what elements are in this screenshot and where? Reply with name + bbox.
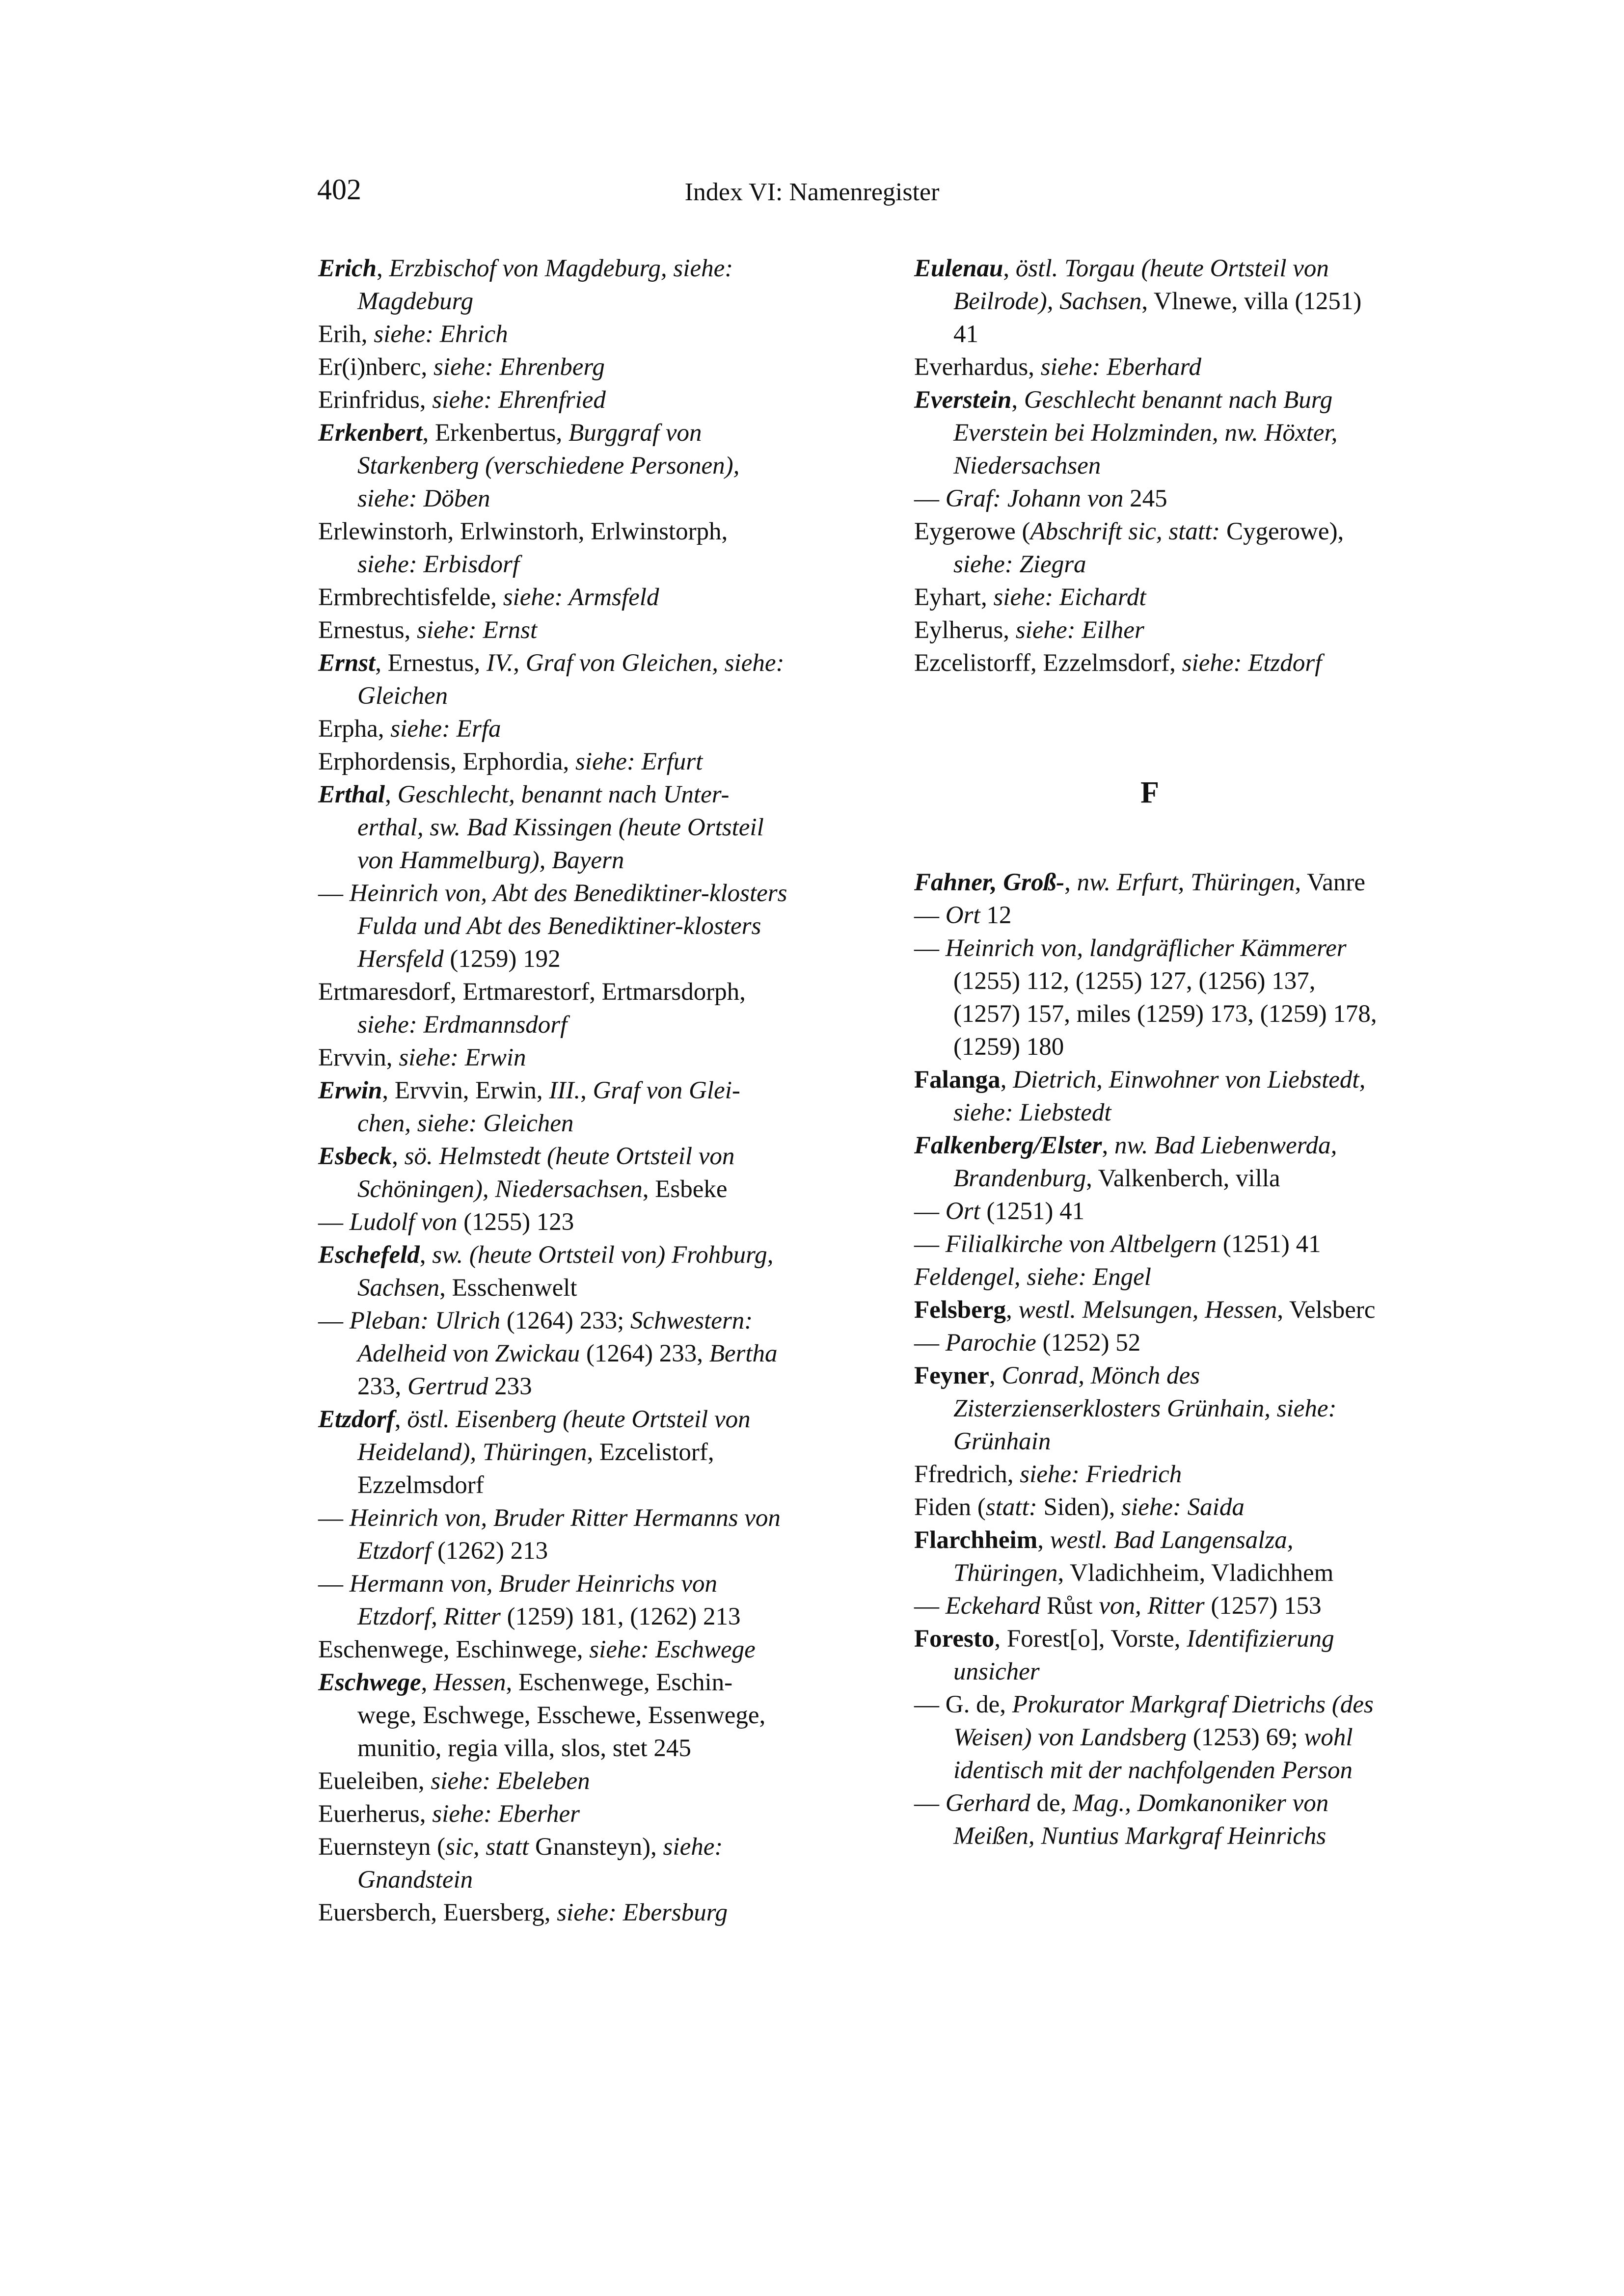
index-entry-text: Foresto xyxy=(914,1625,995,1653)
index-entry-text: siehe: Eilher xyxy=(1015,616,1144,644)
index-entry-text: — xyxy=(318,1570,350,1598)
index-entry xyxy=(914,1524,1385,1590)
index-entry xyxy=(914,1458,1385,1491)
index-entry-text: Erinfridus, xyxy=(318,386,433,414)
index-entry xyxy=(914,932,1385,1064)
index-entry-text: Eschwege xyxy=(318,1669,421,1696)
index-entry-text: , Velsberc xyxy=(1277,1296,1376,1324)
index-entry-text: Eschefeld xyxy=(318,1241,420,1269)
index-entry xyxy=(318,1765,789,1798)
index-entry xyxy=(318,1896,789,1929)
index-entry-text: — xyxy=(914,1789,946,1817)
index-entry-text: Cygerowe), xyxy=(1220,518,1344,545)
index-entry xyxy=(914,1590,1385,1623)
index-entry-text: Siden), xyxy=(1037,1494,1122,1521)
index-entry xyxy=(914,581,1385,614)
index-entry-text: Abschrift sic, statt: xyxy=(1030,518,1220,545)
index-entry-text: Graf von Glei-chen, siehe: Gleichen xyxy=(357,1077,740,1137)
index-entry-text: Bertha xyxy=(709,1340,778,1367)
index-entry-text: Erphordensis, Erphordia, xyxy=(318,748,576,775)
index-entry xyxy=(318,1206,789,1239)
index-entry-text: Identifizierung unsicher xyxy=(953,1625,1334,1685)
index-entry-text: Prokurator Markgraf Dietrichs (des Weisen) von Landsberg xyxy=(953,1691,1374,1751)
index-entry-text: siehe: Ehrenfried xyxy=(432,386,606,414)
index-entry xyxy=(318,1798,789,1831)
index-entry-text: Ernestus, xyxy=(318,616,417,644)
index-entry-text: , xyxy=(513,649,526,677)
index-entry xyxy=(318,976,789,1041)
index-entry-text: Ermbrechtisfelde, xyxy=(318,584,503,611)
index-entry-text: siehe: Gnandstein xyxy=(357,1833,723,1894)
index-entry-text: , xyxy=(392,1143,405,1170)
index-entry xyxy=(914,647,1385,680)
index-entry-text: siehe: Erdmannsdorf xyxy=(357,1011,568,1039)
index-entry-text: , xyxy=(580,1077,593,1104)
index-entry-text: siehe: Erfurt xyxy=(575,748,703,775)
index-entry-text: , Forest[o], Vorste, xyxy=(994,1625,1187,1653)
index-entry-text: — G. de, xyxy=(914,1691,1012,1718)
index-entry-text: Er(i)nberc, xyxy=(318,353,434,381)
index-entry-text: Erwin xyxy=(318,1077,382,1104)
index-entry-text: westl. Bad Langensalza, Thüringen xyxy=(953,1526,1294,1587)
index-entry-text: Heinrich von, landgräflicher Kämmerer xyxy=(945,934,1347,962)
index-entry-text: Everhardus, xyxy=(914,353,1041,381)
index-entry xyxy=(914,1261,1385,1294)
index-entry-text: (1253) 69; xyxy=(1187,1724,1304,1751)
index-entry-text: von, Ritter xyxy=(1099,1592,1205,1620)
index-entry-text: , Eschenwege, Eschin-wege, Eschwege, Esschewe, Essenwege, munitio, regia villa, slos, stet 245 xyxy=(357,1669,766,1762)
index-entry-text: siehe: Ebeleben xyxy=(431,1767,590,1795)
index-entry-text: Eylherus, xyxy=(914,616,1016,644)
index-entry-text: Felsberg xyxy=(914,1296,1006,1324)
index-entry-text: Parochie xyxy=(945,1329,1036,1357)
index-entry-text: , xyxy=(1011,386,1024,414)
index-entry-text: Esbeck xyxy=(318,1143,392,1170)
index-entry xyxy=(318,384,789,417)
index-entry-text: siehe: Armsfeld xyxy=(503,584,659,611)
index-entry xyxy=(914,1360,1385,1458)
index-entry-text: Schwestern: Adelheid von Zwickau xyxy=(357,1307,753,1367)
index-column-left xyxy=(318,252,789,1929)
index-entry-text: Ertmaresdorf, Ertmarestorf, Ertmarsdorph, xyxy=(318,978,746,1006)
index-entry-text: statt: xyxy=(985,1494,1037,1521)
index-entry xyxy=(914,351,1385,384)
index-entry-text: , xyxy=(394,1406,407,1433)
index-entry xyxy=(318,1074,789,1140)
index-entry xyxy=(318,746,789,778)
index-entry-text: Everstein xyxy=(914,386,1012,414)
index-entry xyxy=(318,647,789,713)
index-entry-text: Euerherus, xyxy=(318,1800,433,1828)
index-entry-text: wohl identisch mit der nachfolgenden Person xyxy=(953,1724,1353,1784)
index-entry-text: (1264) 233, xyxy=(580,1340,709,1367)
index-entry xyxy=(914,899,1385,932)
index-entry-text: 245 xyxy=(1123,485,1167,512)
index-entry xyxy=(318,1831,789,1896)
running-title: Index VI: Namenregister xyxy=(684,178,940,206)
index-entry-text: — xyxy=(914,1230,946,1258)
index-entry-text: Geschlecht benannt nach Burg Everstein bei Holzminden, nw. Höxter, Niedersachsen xyxy=(953,386,1338,480)
index-section-e-continued xyxy=(914,252,1385,680)
index-entry-text: östl. Torgau (heute Ortsteil von Beilrode), Sachsen xyxy=(953,255,1329,315)
index-entry-text: Feldengel, siehe: Engel xyxy=(914,1263,1151,1291)
index-entry xyxy=(318,351,789,384)
index-entry-text: — xyxy=(318,1307,350,1335)
index-entry-text: (1251) 41 xyxy=(980,1198,1085,1225)
index-entry-text: Etzdorf xyxy=(318,1406,395,1433)
index-entry xyxy=(914,1228,1385,1261)
index-entry xyxy=(318,417,789,515)
index-entry-text: , Valkenberch, villa xyxy=(1086,1165,1280,1192)
index-entry xyxy=(318,778,789,877)
index-entry-text: — xyxy=(914,934,946,962)
index-entry-text: Gertrud xyxy=(407,1373,488,1400)
index-entry xyxy=(318,515,789,581)
index-entry xyxy=(914,384,1385,482)
index-entry-text: siehe: Erwin xyxy=(399,1044,526,1071)
index-entry-text: Ludolf von xyxy=(349,1208,458,1236)
index-entry-text: , xyxy=(385,781,398,808)
index-entry-text: (1252) 52 xyxy=(1036,1329,1141,1357)
index-entry-text: Erkenbert xyxy=(318,419,423,447)
index-entry xyxy=(914,515,1385,581)
index-entry-text: , Erkenbertus, xyxy=(422,419,568,447)
section-letter-heading: F xyxy=(1140,776,1159,809)
index-entry-text: Eulenau xyxy=(914,255,1003,282)
index-entry-text: Dietrich, Einwohner von Liebstedt, siehe: Liebstedt xyxy=(953,1066,1366,1126)
index-entry-text: (1259) 181, (1262) 213 xyxy=(500,1603,741,1630)
index-entry-text: Filialkirche von Altbelgern xyxy=(945,1230,1217,1258)
index-entry xyxy=(914,1787,1385,1853)
index-entry-text: , Ezcelistorf, Ezzelmsdorf xyxy=(357,1439,714,1499)
index-entry-text: siehe: Etzdorf xyxy=(1182,649,1322,677)
index-entry-text: — xyxy=(318,1208,350,1236)
index-entry-text: siehe: Ebersburg xyxy=(557,1899,728,1926)
index-entry-text: , xyxy=(989,1362,1002,1389)
index-entry-text: Falkenberg/Elster xyxy=(914,1132,1102,1159)
index-entry-text: Ezcelistorff, Ezzelmsdorf, xyxy=(914,649,1182,677)
index-entry-text: (1262) 213 xyxy=(431,1537,548,1565)
index-entry-text: Heinrich von, Bruder Ritter Hermanns von Etzdorf xyxy=(349,1504,781,1565)
index-entry xyxy=(318,1305,789,1403)
index-entry xyxy=(914,482,1385,515)
index-entry xyxy=(914,1294,1385,1327)
index-entry-text: (1255) 112, (1255) 127, (1256) 137, (1257) 157, miles (1259) 173, (1259) 178, (1259) 180 xyxy=(953,967,1377,1061)
index-entry xyxy=(914,866,1385,899)
index-entry xyxy=(914,1491,1385,1524)
index-entry-text: — xyxy=(914,485,946,512)
index-entry-text: 233 xyxy=(488,1373,532,1400)
index-entry-text: siehe: Saida xyxy=(1121,1494,1245,1521)
index-entry-text: Erthal xyxy=(318,781,385,808)
index-entry-text: — xyxy=(914,1592,946,1620)
index-entry-text: siehe: Erfa xyxy=(390,715,501,743)
index-entry-text: Eyhart, xyxy=(914,584,994,611)
index-entry-text: Geschlecht, benannt nach Unter-erthal, sw. Bad Kissingen (heute Ortsteil von Hammelburg), Bayern xyxy=(357,781,764,874)
index-entry-text: (1257) 153 xyxy=(1204,1592,1322,1620)
index-entry xyxy=(318,1140,789,1206)
index-entry-text: sw. (heute Ortsteil von) Frohburg, Sachsen xyxy=(357,1241,774,1302)
index-entry-text: , xyxy=(1005,1296,1019,1324)
index-entry-text: Ervvin, xyxy=(318,1044,399,1071)
index-entry-text: , xyxy=(1037,1526,1050,1554)
index-entry-text: (1264) 233; xyxy=(500,1307,630,1335)
index-entry-text: nw. Bad Liebenwerda, Brandenburg xyxy=(953,1132,1337,1192)
index-entry-text: Erih, xyxy=(318,320,374,348)
index-entry xyxy=(318,877,789,976)
index-entry-text: — xyxy=(318,1504,350,1532)
index-entry xyxy=(914,1688,1385,1787)
index-entry-text: Euersberch, Euersberg, xyxy=(318,1899,557,1926)
index-entry-text: siehe: Eberhard xyxy=(1040,353,1201,381)
index-entry-text: , Esschenwelt xyxy=(439,1274,577,1302)
index-entry xyxy=(318,1633,789,1666)
index-entry-text: Falanga xyxy=(914,1066,1001,1094)
index-entry-text: Graf: Johann von xyxy=(945,485,1124,512)
page-number: 402 xyxy=(317,173,361,206)
index-entry-text: siehe: Ziegra xyxy=(953,551,1086,578)
index-entry-text: siehe: Eichardt xyxy=(993,584,1146,611)
index-entry-text: , xyxy=(377,255,389,282)
index-entry-text: (1259) 192 xyxy=(443,945,561,973)
index-entry-text: , xyxy=(421,1669,434,1696)
index-entry xyxy=(318,1502,789,1568)
index-entry-text: , xyxy=(1000,1066,1013,1094)
index-entry xyxy=(318,713,789,746)
index-entry-text: Ort xyxy=(945,902,980,929)
index-entry-text: siehe: Eschwege xyxy=(589,1636,756,1663)
index-entry-text: Graf von Gleichen, siehe: Gleichen xyxy=(357,649,785,710)
index-entry-text: siehe: Erbisdorf xyxy=(357,551,520,578)
index-entry-text: Feyner xyxy=(914,1362,989,1389)
index-entry-text: Conrad, Mönch des Zisterzienserklosters Grünhain, siehe: Grünhain xyxy=(953,1362,1337,1455)
index-entry-text: Ort xyxy=(945,1198,980,1225)
index-entry xyxy=(318,1666,789,1765)
index-entry-text: — xyxy=(914,1329,946,1357)
index-entry-text: östl. Eisenberg (heute Ortsteil von Heideland), Thüringen xyxy=(357,1406,751,1466)
index-entry-text: siehe: Friedrich xyxy=(1020,1461,1182,1488)
index-entry-text: siehe: Ehrenberg xyxy=(433,353,605,381)
index-entry-text: , xyxy=(419,1241,433,1269)
index-entry-text: Heinrich von, Abt des Benediktiner-klosters Fulda und Abt des Benediktiner-klosters Hersfeld xyxy=(349,880,787,973)
index-column-right xyxy=(914,252,1385,1853)
index-entry-text: — xyxy=(318,880,350,907)
index-entry-text: (1255) 123 xyxy=(457,1208,574,1236)
index-entry-text: — xyxy=(914,902,946,929)
index-entry-text: Růst xyxy=(1040,1592,1099,1620)
index-entry-text: westl. Melsungen, Hessen xyxy=(1018,1296,1277,1324)
index-entry-text: Fahner, Groß- xyxy=(914,869,1065,896)
index-entry-text: nw. Erfurt, Thüringen xyxy=(1077,869,1295,896)
index-entry-text: , Ernestus, xyxy=(375,649,487,677)
index-entry-text: , Esbeke xyxy=(642,1175,728,1203)
index-entry xyxy=(914,252,1385,351)
index-entry-text: sic, statt xyxy=(445,1833,529,1861)
index-entry xyxy=(318,318,789,351)
index-entry-text: Euernsteyn ( xyxy=(318,1833,446,1861)
index-entry-text: Gerhard xyxy=(945,1789,1030,1817)
index-entry-text: — xyxy=(914,1198,946,1225)
index-section-f xyxy=(914,866,1385,1853)
index-entry-text: Erich xyxy=(318,255,377,282)
index-entry-text: Flarchheim xyxy=(914,1526,1038,1554)
index-entry-text: 233, xyxy=(357,1373,407,1400)
index-entry-text: Gnansteyn), xyxy=(529,1833,663,1861)
index-entry xyxy=(914,1623,1385,1688)
index-entry xyxy=(318,1568,789,1633)
index-entry-text: Burggraf von Starkenberg (verschiedene Personen), siehe: Döben xyxy=(357,419,740,512)
index-entry xyxy=(318,252,789,318)
index-entry-text: sö. Helmstedt (heute Ortsteil von Schöningen), Niedersachsen xyxy=(357,1143,735,1203)
index-entry-text: siehe: Eberher xyxy=(432,1800,580,1828)
index-entry-text: siehe: Ehrich xyxy=(374,320,508,348)
index-entry xyxy=(914,1327,1385,1360)
index-entry-text: (1251) 41 xyxy=(1217,1230,1321,1258)
index-entry xyxy=(914,1195,1385,1228)
index-entry-text: Eschenwege, Eschinwege, xyxy=(318,1636,590,1663)
index-entry xyxy=(318,1041,789,1074)
index-entry-text: 12 xyxy=(980,902,1012,929)
index-entry-text: Mag., Domkanoniker von Meißen, Nuntius Markgraf Heinrichs xyxy=(953,1789,1329,1850)
index-entry-text: Pleban: Ulrich xyxy=(349,1307,501,1335)
index-entry-text: Eckehard xyxy=(945,1592,1041,1620)
index-entry xyxy=(914,614,1385,647)
index-entry-text: Erpha, xyxy=(318,715,391,743)
index-entry xyxy=(318,581,789,614)
index-entry-text: Hessen xyxy=(433,1669,506,1696)
index-entry-text: Erzbischof von Magdeburg, siehe: Magdeburg xyxy=(357,255,733,315)
index-entry-text: de, xyxy=(1030,1789,1073,1817)
index-entry-text: , xyxy=(1102,1132,1115,1159)
index-entry-text: III. xyxy=(549,1077,581,1104)
index-entry xyxy=(914,1129,1385,1195)
index-entry-text: , Ervvin, Erwin, xyxy=(382,1077,549,1104)
index-entry-text: Hermann von, Bruder Heinrichs von Etzdorf, Ritter xyxy=(349,1570,718,1630)
index-entry xyxy=(914,1064,1385,1129)
index-entry-text: siehe: Ernst xyxy=(417,616,538,644)
index-entry-text: , xyxy=(1003,255,1016,282)
index-entry-text: Fiden ( xyxy=(914,1494,986,1521)
index-entry-text: Erlewinstorh, Erlwinstorh, Erlwinstorph, xyxy=(318,518,728,545)
index-entry-text: IV. xyxy=(486,649,514,677)
index-entry-text: Ernst xyxy=(318,649,376,677)
index-entry-text: , Vanre xyxy=(1295,869,1366,896)
index-entry xyxy=(318,614,789,647)
index-entry-text: , xyxy=(1064,869,1077,896)
index-entry xyxy=(318,1239,789,1305)
index-entry-text: Eygerowe ( xyxy=(914,518,1030,545)
index-entry xyxy=(318,1403,789,1502)
index-entry-text: Eueleiben, xyxy=(318,1767,431,1795)
index-entry-text: , Vlnewe, villa (1251) 41 xyxy=(953,288,1362,348)
index-entry-text: Ffredrich, xyxy=(914,1461,1020,1488)
index-entry-text: , Vladichheim, Vladichhem xyxy=(1057,1559,1334,1587)
